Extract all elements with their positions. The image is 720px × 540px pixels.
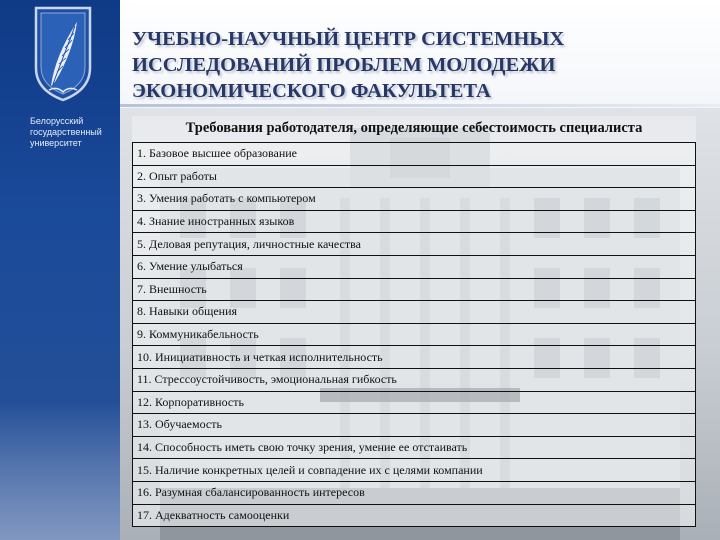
page-title-line: ИССЛЕДОВАНИЙ ПРОБЛЕМ МОЛОДЕЖИ [132,54,556,76]
page-title [132,26,692,104]
table-cell: 13. Обучаемость [133,414,696,437]
university-name [30,116,118,149]
table-cell: 8. Навыки общения [133,301,696,324]
table-row [133,504,696,527]
table-cell: 9. Коммуникабельность [133,323,696,346]
table-row [133,459,696,482]
page-title-line: ЭКОНОМИЧЕСКОГО ФАКУЛЬТЕТА [132,80,491,102]
university-name-line: университет [30,138,82,148]
table-row [133,143,696,166]
header-divider [120,104,720,107]
table-cell: 17. Адекватность самооценки [133,504,696,527]
table-row [133,188,696,211]
table-row [133,323,696,346]
table-heading: Требования работодателя, определяющие себестоимость специалиста [132,116,696,142]
sidebar [0,0,120,540]
table-cell: 12. Корпоративность [133,391,696,414]
university-name-line: государственный [30,127,102,137]
table-row [133,278,696,301]
table-row [133,346,696,369]
table-row [133,436,696,459]
university-name-line: Белорусский [30,116,84,126]
table-cell: 1. Базовое высшее образование [133,143,696,166]
table-cell: 7. Внешность [133,278,696,301]
table-cell: 10. Инициативность и четкая исполнительность [133,346,696,369]
table-cell: 3. Умения работать с компьютером [133,188,696,211]
table-row [133,368,696,391]
table-row [133,255,696,278]
requirements-table [132,116,696,527]
table-cell: 5. Деловая репутация, личностные качества [133,233,696,256]
table-cell: 4. Знание иностранных языков [133,210,696,233]
table-row [133,233,696,256]
table-row [133,165,696,188]
table-cell: 11. Стрессоустойчивость, эмоциональная гибкость [133,368,696,391]
table-row [133,481,696,504]
table-row [133,210,696,233]
table-cell: 2. Опыт работы [133,165,696,188]
table-cell: 6. Умение улыбаться [133,255,696,278]
table-cell: 14. Способность иметь свою точку зрения, умение ее отстаивать [133,436,696,459]
page-title-line: УЧЕБНО-НАУЧНЫЙ ЦЕНТР СИСТЕМНЫХ [132,28,565,50]
table-row [133,391,696,414]
university-crest-icon [33,6,93,102]
table-row [133,414,696,437]
table-row [133,301,696,324]
table-cell: 15. Наличие конкретных целей и совпадение их с целями компании [133,459,696,482]
table-cell: 16. Разумная сбалансированность интересов [133,481,696,504]
